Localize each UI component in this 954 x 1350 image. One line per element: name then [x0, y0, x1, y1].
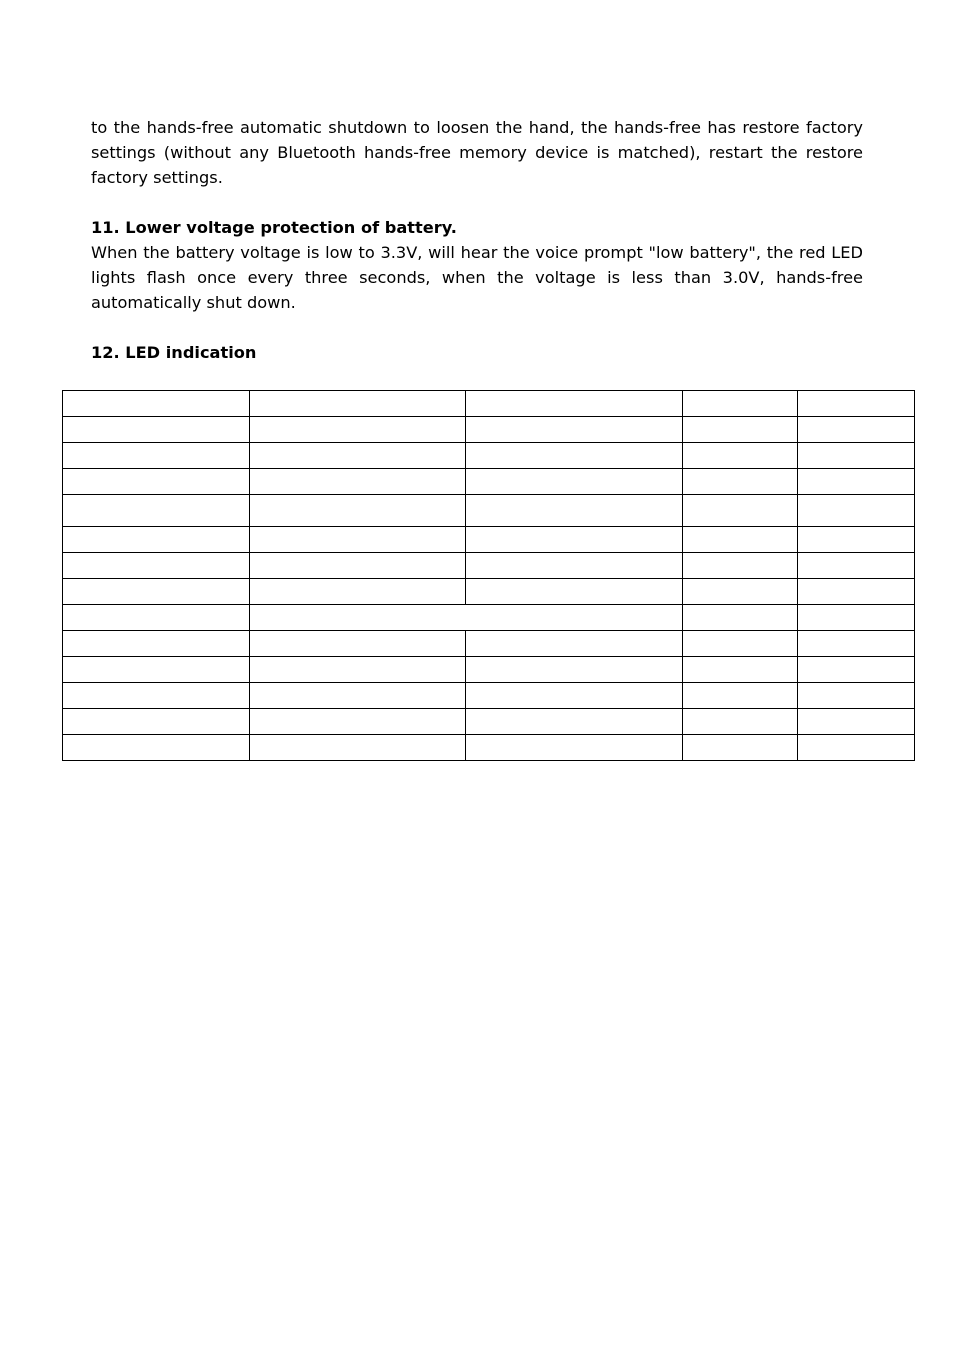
- table-cell: [466, 469, 683, 495]
- table-cell: [683, 579, 798, 605]
- table-cell: [63, 495, 250, 527]
- intro-paragraph: to the hands-free automatic shutdown to loosen the hand, the hands-free has restore factory settings (without any Bluetooth hands-free memory device is matched), restart the restore factory settings.: [91, 118, 863, 187]
- table-row: [63, 553, 915, 579]
- table-cell: [798, 469, 915, 495]
- table-cell: [63, 657, 250, 683]
- table-row: [63, 735, 915, 761]
- table-cell-merged: [250, 605, 683, 631]
- table-cell: [63, 417, 250, 443]
- section-heading-led-indication: 12. LED indication: [91, 343, 257, 362]
- table-cell: [798, 527, 915, 553]
- table-cell: [683, 683, 798, 709]
- table-cell: [63, 443, 250, 469]
- table-cell: [250, 709, 466, 735]
- table-cell: [683, 735, 798, 761]
- table-cell: [250, 527, 466, 553]
- table-cell: [683, 605, 798, 631]
- table-cell: [466, 709, 683, 735]
- table-cell: [683, 443, 798, 469]
- table-cell: [466, 391, 683, 417]
- table-row: [63, 469, 915, 495]
- table-cell: [63, 735, 250, 761]
- table-row: [63, 605, 915, 631]
- table-cell: [798, 735, 915, 761]
- table-cell: [798, 495, 915, 527]
- table-cell: [63, 709, 250, 735]
- table-cell: [63, 631, 250, 657]
- table-cell: [250, 391, 466, 417]
- table-cell: [466, 443, 683, 469]
- table-row: [63, 579, 915, 605]
- table-row: [63, 443, 915, 469]
- table-row: [63, 683, 915, 709]
- table-cell: [683, 553, 798, 579]
- table-cell: [683, 417, 798, 443]
- table-cell: [63, 579, 250, 605]
- table-cell: [466, 579, 683, 605]
- table-cell: [798, 443, 915, 469]
- table-cell: [63, 527, 250, 553]
- table-row: [63, 495, 915, 527]
- table-cell: [683, 527, 798, 553]
- table-cell: [250, 417, 466, 443]
- table-cell: [250, 657, 466, 683]
- table-row: [63, 527, 915, 553]
- table-cell: [466, 553, 683, 579]
- table-cell: [250, 631, 466, 657]
- table-cell: [250, 443, 466, 469]
- table-cell: [683, 709, 798, 735]
- table-cell: [798, 631, 915, 657]
- table-row: [63, 657, 915, 683]
- table-cell: [250, 495, 466, 527]
- table-row: [63, 709, 915, 735]
- table-cell: [466, 631, 683, 657]
- table-cell: [250, 579, 466, 605]
- table-cell: [63, 683, 250, 709]
- table-cell: [798, 391, 915, 417]
- table-cell: [683, 391, 798, 417]
- table-cell: [798, 605, 915, 631]
- table-cell: [466, 417, 683, 443]
- table-cell: [466, 657, 683, 683]
- table-cell: [683, 631, 798, 657]
- table-cell: [683, 495, 798, 527]
- table-cell: [63, 469, 250, 495]
- table-cell: [466, 527, 683, 553]
- led-indication-table: [62, 390, 915, 761]
- table-cell: [798, 683, 915, 709]
- table-cell: [683, 469, 798, 495]
- table-cell: [798, 417, 915, 443]
- table-cell: [63, 605, 250, 631]
- table-cell: [250, 683, 466, 709]
- table-cell: [466, 683, 683, 709]
- table-cell: [466, 495, 683, 527]
- table-cell: [798, 657, 915, 683]
- table-row: [63, 631, 915, 657]
- table-cell: [250, 735, 466, 761]
- table-cell: [250, 469, 466, 495]
- table-row: [63, 391, 915, 417]
- table-cell: [63, 391, 250, 417]
- table-cell: [798, 579, 915, 605]
- table-cell: [798, 553, 915, 579]
- table-cell: [250, 553, 466, 579]
- table-cell: [798, 709, 915, 735]
- table-cell: [63, 553, 250, 579]
- table-row: [63, 417, 915, 443]
- section-heading-low-voltage: 11. Lower voltage protection of battery.: [91, 218, 457, 237]
- low-voltage-paragraph: When the battery voltage is low to 3.3V, will hear the voice prompt "low battery", the red LED lights flash once every three seconds, when the voltage is less than 3.0V, hands-free automatically shut down.: [91, 243, 863, 312]
- table-cell: [683, 657, 798, 683]
- table-cell: [466, 735, 683, 761]
